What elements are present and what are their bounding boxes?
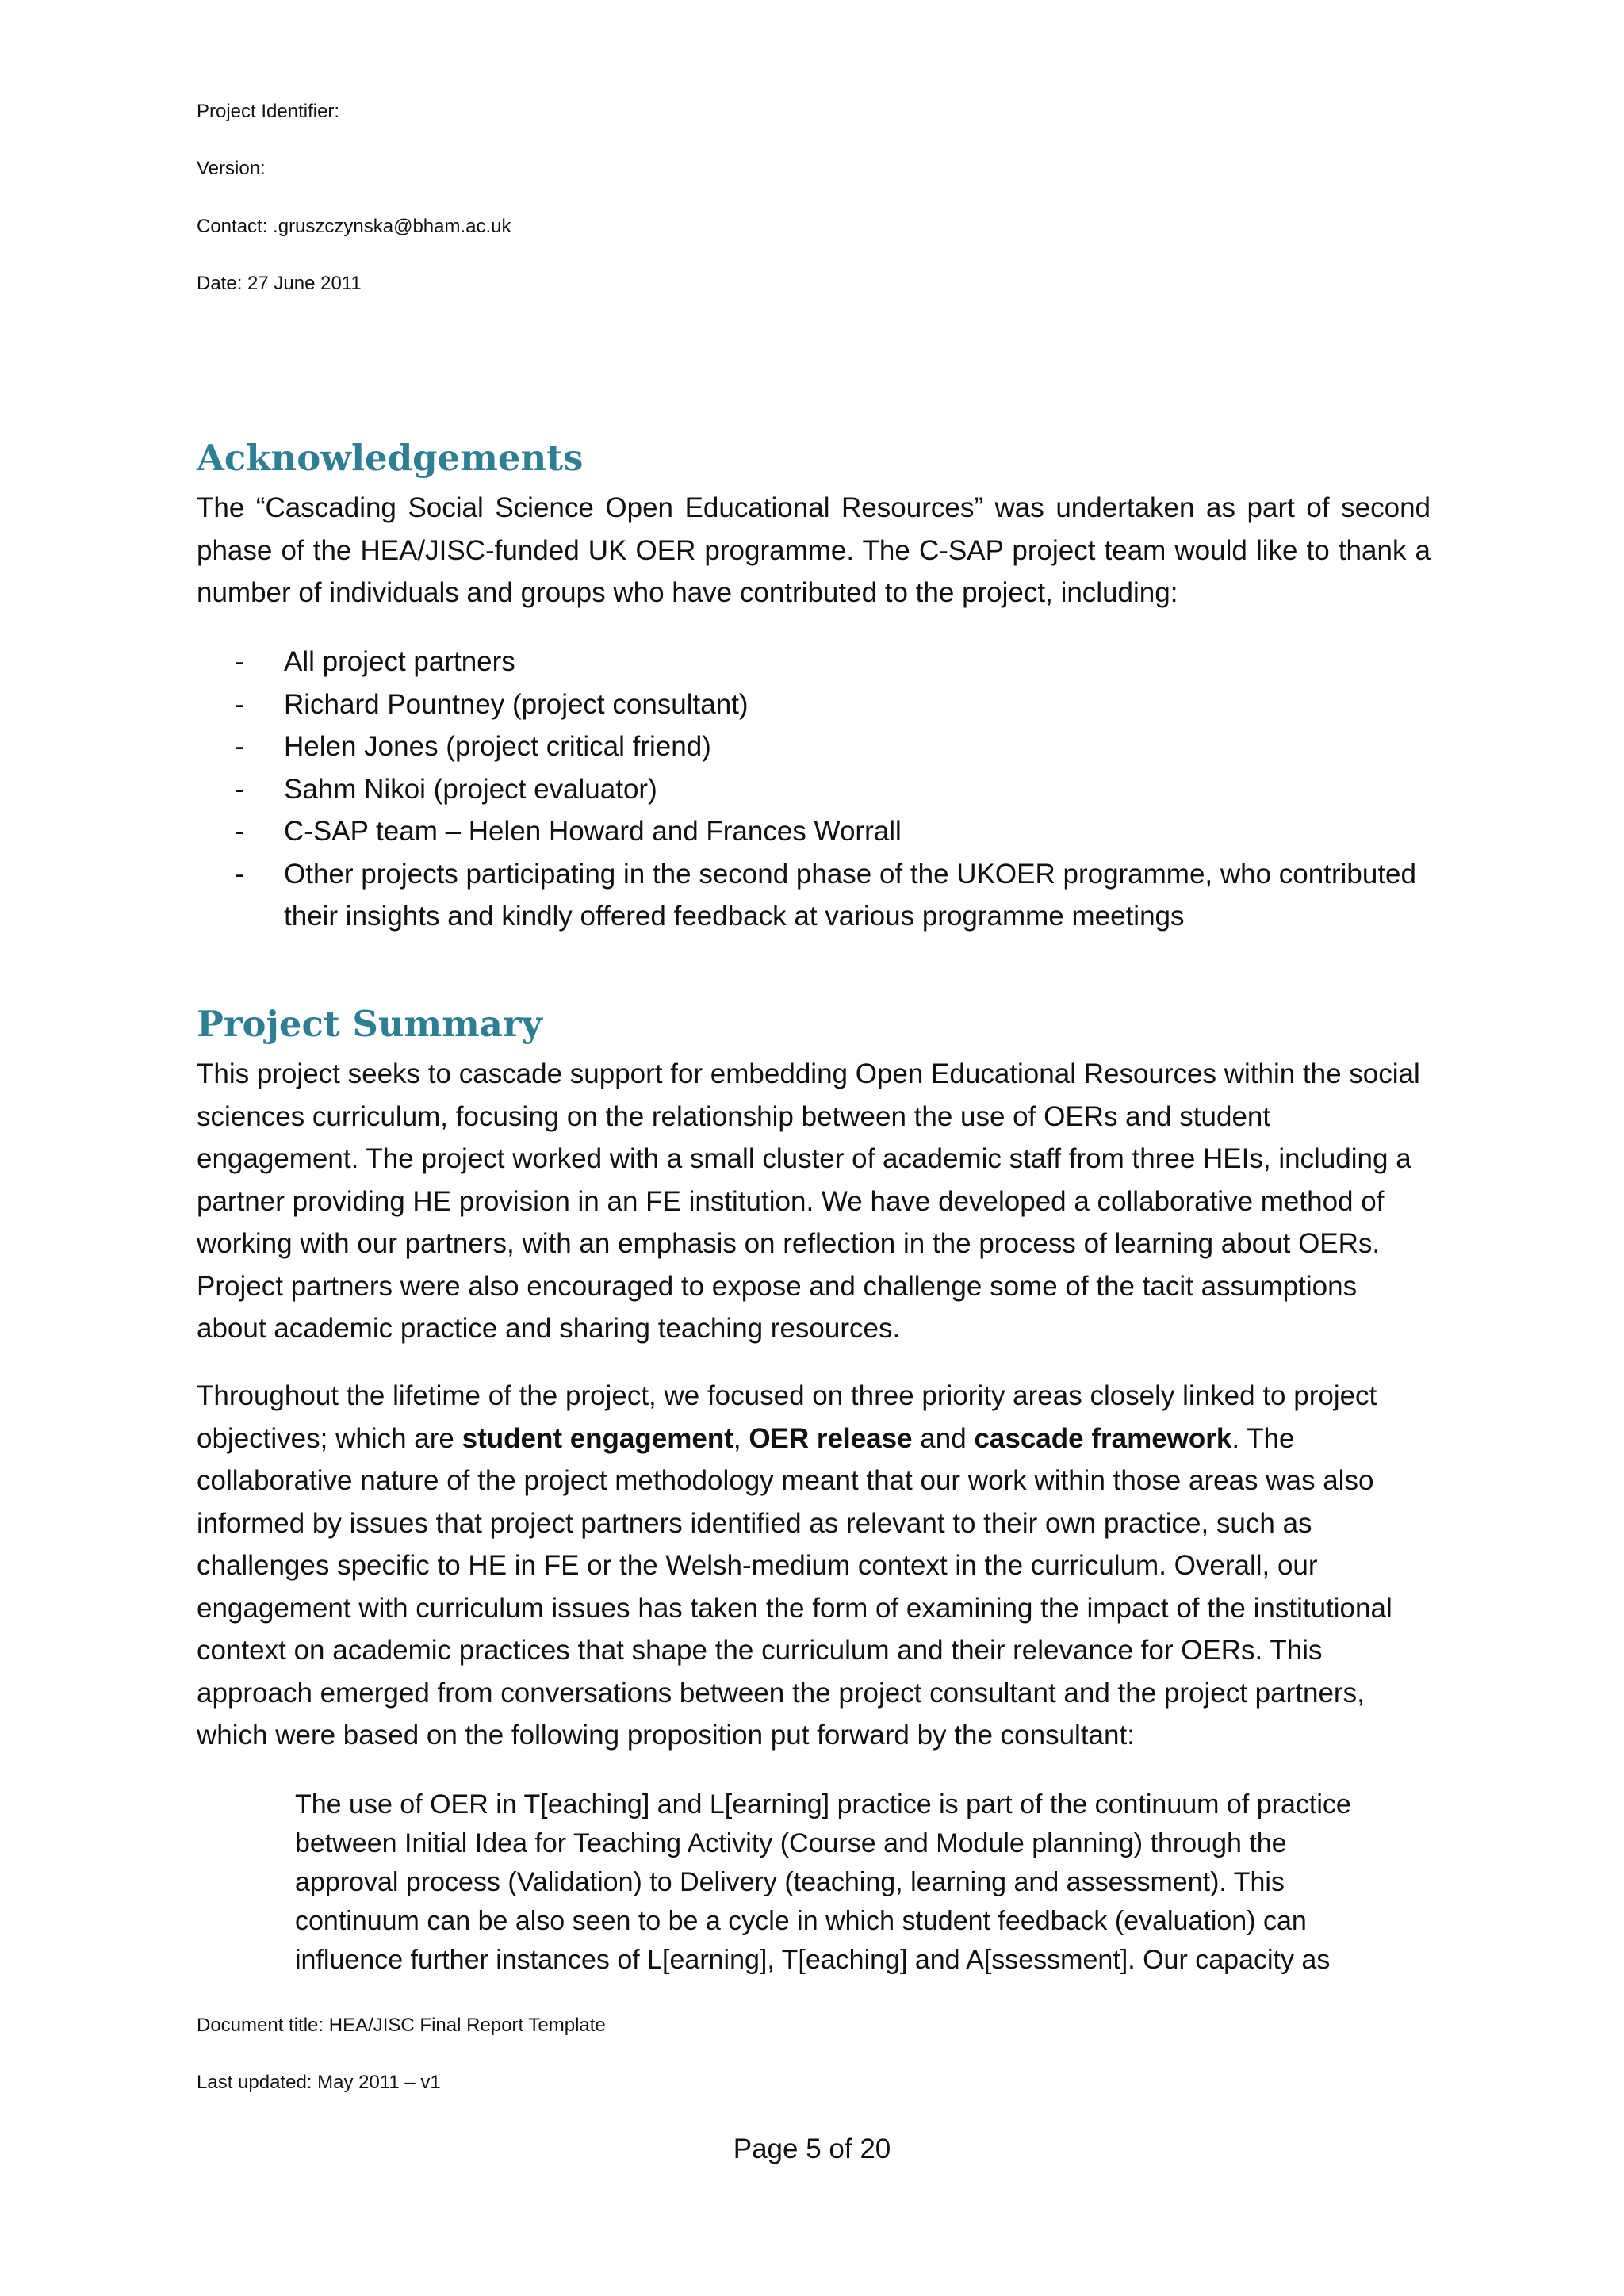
project-identifier-label: Project Identifier: — [197, 101, 340, 122]
consultant-quote: The use of OER in T[eaching] and L[earning] practice is part of the continuum of practice between Initial Idea for Teaching Activity (Course and Module planning) through the approval process (Validation) to Delivery (teaching, learning and assessment). This continuum can be also seen to be a cycle in which student feedback (evaluation) can influence further instances of L[earning], T[eaching] and A[ssessment]. Our capacity as — [295, 1789, 1351, 1975]
bullet-dash: - — [235, 773, 244, 805]
project-summary-heading: Project Summary — [197, 1003, 542, 1045]
summary-paragraph-1: This project seeks to cascade support for embedding Open Educational Resources within the social sciences curriculum, focusing on the relationship between the use of OERs and student engagement. The project worked with a small cluster of academic staff from three HEIs, including a partner providing HE provision in an FE institution. We have developed a collaborative method of working with our partners, with an emphasis on reflection in the process of learning about OERs. Project partners were also encouraged to expose and challenge some of the tacit assumptions about academic practice and sharing teaching resources. — [197, 1058, 1420, 1344]
footer-document-title: Document title: HEA/JISC Final Report Template — [197, 2015, 606, 2036]
acknowledgements-list — [197, 641, 1431, 938]
contact-line: Contact: .gruszczynska@bham.ac.uk — [197, 216, 511, 237]
bullet-dash: - — [235, 816, 244, 847]
bullet-dash: - — [235, 858, 244, 890]
bold-oer-release: OER release — [749, 1422, 913, 1454]
bullet-dash: - — [235, 688, 244, 720]
bullet-dash: - — [235, 731, 244, 762]
acknowledgements-intro: The “Cascading Social Science Open Educational Resources” was undertaken as part of second phase of the HEA/JISC-funded UK OER programme. The C-SAP project team would like to thank a number of individuals and groups who have contributed to the project, including: — [197, 492, 1431, 608]
list-item: - Helen Jones (project critical friend) — [197, 725, 1431, 768]
bold-cascade-framework: cascade framework — [974, 1422, 1232, 1454]
date-line: Date: 27 June 2011 — [197, 273, 362, 294]
version-label: Version: — [197, 158, 266, 179]
list-item: - Sahm Nikoi (project evaluator) — [197, 768, 1431, 811]
list-item: - C-SAP team – Helen Howard and Frances Worrall — [197, 810, 1431, 853]
acknowledgements-heading: Acknowledgements — [197, 437, 584, 479]
list-item: - Other projects participating in the second phase of the UKOER programme, who contributed their insights and kindly offered feedback at various programme meetings — [197, 853, 1431, 938]
list-item: - All project partners — [197, 641, 1431, 683]
page-number: Page 5 of 20 — [733, 2133, 891, 2164]
list-item: - Richard Pountney (project consultant) — [197, 683, 1431, 726]
summary-paragraph-2: Throughout the lifetime of the project, we focused on three priority areas closely linked to project objectives; which are student engagement, OER release and cascade framework. The collaborative nature of the project methodology meant that our work within those areas was also informed by issues that project partners identified as relevant to their own practice, such as challenges specific to HE in FE or the Welsh-medium context in the curriculum. Overall, our engagement with curriculum issues has taken the form of examining the impact of the institutional context on academic practices that shape the curriculum and their relevance for OERs. This approach emerged from conversations between the project consultant and the project partners, which were based on the following proposition put forward by the consultant: — [197, 1380, 1392, 1751]
footer-last-updated: Last updated: May 2011 – v1 — [197, 2072, 441, 2093]
bold-student-engagement: student engagement — [462, 1422, 733, 1454]
bullet-dash: - — [235, 646, 244, 677]
